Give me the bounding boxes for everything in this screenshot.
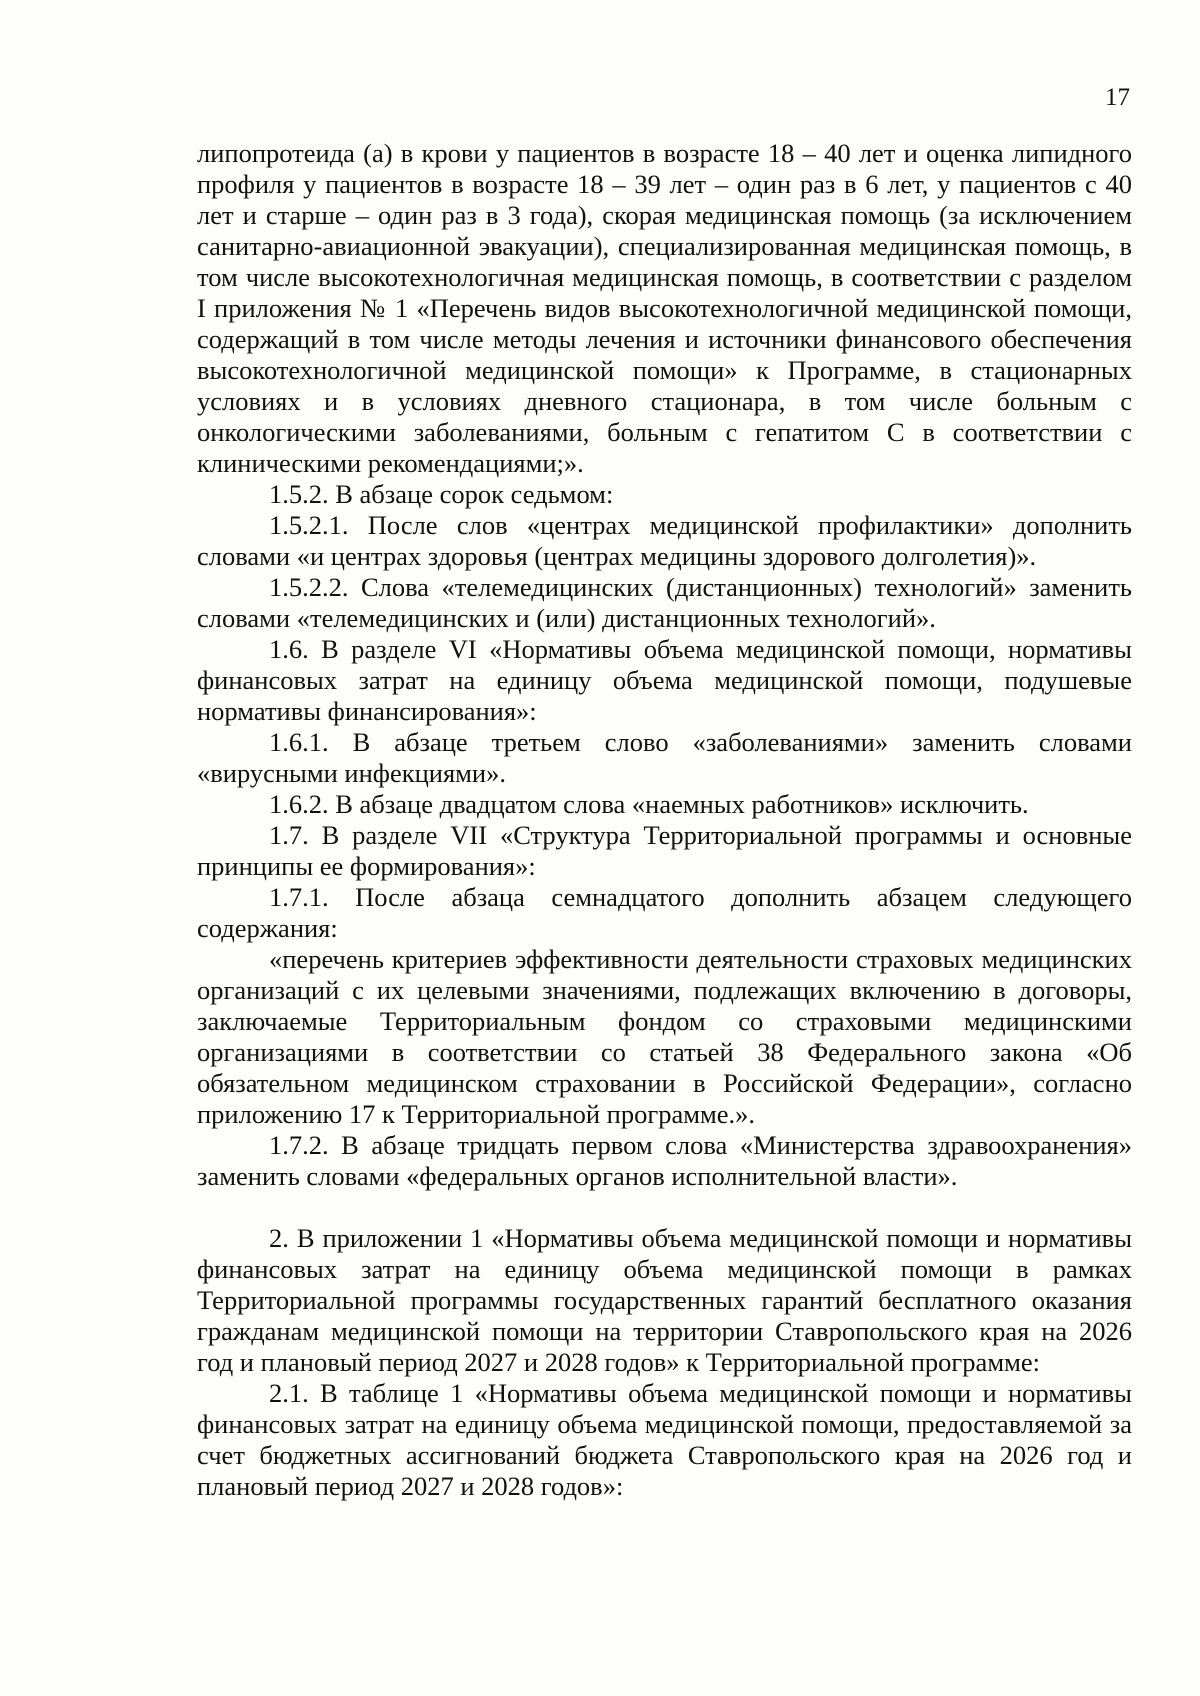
paragraph-1-5-2-2: 1.5.2.2. Слова «телемедицинских (дистанционных) технологий» заменить словами «телемедицинских и (или) дистанционных технологий». xyxy=(197,572,1132,633)
page-number: 17 xyxy=(1105,84,1130,111)
paragraph-1-7-2: 1.7.2. В абзаце тридцать первом слова «Министерства здравоохранения» заменить словами «федеральных органов исполнительной власти». xyxy=(197,1130,1132,1191)
paragraph-continuation: липопротеида (а) в крови у пациентов в возрасте 18 – 40 лет и оценка липидного профиля у пациентов в возрасте 18 – 39 лет – один раз в 6 лет, у пациентов с 40 лет и старше – один раз в 3 года), скорая медицинская помощь (за исключением санитарно-авиационной эвакуации), специализированная медицинская помощь, в том числе высокотехнологичная медицинская помощь, в соответствии с разделом I приложения № 1 «Перечень видов высокотехнологичной медицинской помощи, содержащий в том числе методы лечения и источники финансового обеспечения высокотехнологичной медицинской помощи» к Программе, в стационарных условиях и в условиях дневного стационара, в том числе больным с онкологическими заболеваниями, больным с гепатитом С в соответствии с клиническими рекомендациями;». xyxy=(197,138,1132,478)
paragraph-1-7-1: 1.7.1. После абзаца семнадцатого дополнить абзацем следующего содержания: xyxy=(197,882,1132,943)
paragraph-2-1: 2.1. В таблице 1 «Нормативы объема медицинской помощи и нормативы финансовых затрат на единицу объема медицинской помощи, предоставляемой за счет бюджетных ассигнований бюджета Ставропольского края на 2026 год и плановый период 2027 и 2028 годов»: xyxy=(197,1378,1132,1501)
paragraph-quoted-addition: «перечень критериев эффективности деятельности страховых медицинских организаций с их целевыми значениями, подлежащих включению в договоры, заключаемые Территориальным фондом со страховыми медицинскими организациями в соответствии со статьей 38 Федерального закона «Об обязательном медицинском страховании в Российской Федерации», согласно приложению 17 к Территориальной программе.». xyxy=(197,944,1132,1129)
paragraph-1-7: 1.7. В разделе VII «Структура Территориальной программы и основные принципы ее формирования»: xyxy=(197,820,1132,881)
paragraph-1-6-1: 1.6.1. В абзаце третьем слово «заболеваниями» заменить словами «вирусными инфекциями». xyxy=(197,727,1132,788)
paragraph-1-6: 1.6. В разделе VI «Нормативы объема медицинской помощи, нормативы финансовых затрат на единицу объема медицинской помощи, подушевые нормативы финансирования»: xyxy=(197,634,1132,726)
document-body xyxy=(197,138,1132,1502)
paragraph-1-6-2: 1.6.2. В абзаце двадцатом слова «наемных работников» исключить. xyxy=(269,789,1029,819)
paragraph-1-5-2-1: 1.5.2.1. После слов «центрах медицинской профилактики» дополнить словами «и центрах здоровья (центрах медицины здорового долголетия)». xyxy=(197,510,1132,571)
paragraph-1-5-2: 1.5.2. В абзаце сорок седьмом: xyxy=(269,479,614,509)
paragraph-2: 2. В приложении 1 «Нормативы объема медицинской помощи и нормативы финансовых затрат на единицу объема медицинской помощи в рамках Территориальной программы государственных гарантий бесплатного оказания гражданам медицинской помощи на территории Ставропольского края на 2026 год и плановый период 2027 и 2028 годов» к Территориальной программе: xyxy=(197,1223,1132,1377)
